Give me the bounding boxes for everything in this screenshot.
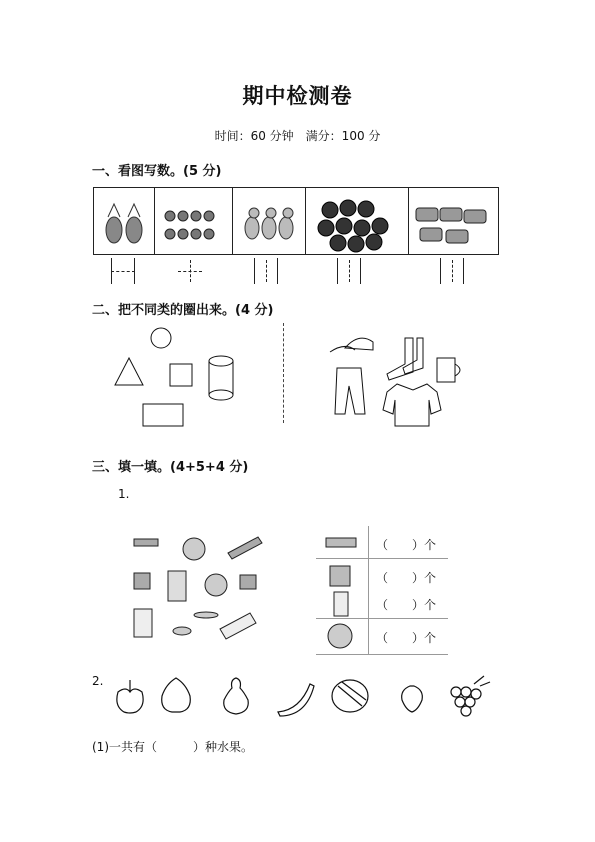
counter-frame <box>254 258 278 284</box>
solids-group <box>128 533 268 643</box>
counter-frame <box>111 258 135 284</box>
apple-icon <box>117 680 143 713</box>
picture-row <box>94 188 498 254</box>
socks-icon <box>387 338 423 380</box>
shapes-group <box>105 318 275 434</box>
counter-frame <box>337 258 361 284</box>
exam-meta: 时间：60 分钟 满分：100 分 <box>214 129 381 143</box>
pants-icon <box>335 368 365 414</box>
counter-frame <box>440 258 464 284</box>
count-blank[interactable]: （ ）个 <box>376 538 437 552</box>
pear-icon <box>224 678 249 714</box>
section3-heading: 三、填一填。(4+5+4 分) <box>92 460 249 475</box>
cylinder-icon <box>209 356 233 400</box>
divider <box>283 323 284 423</box>
dark-fruit-icon <box>318 200 388 252</box>
mug-icon <box>437 358 460 382</box>
section2-heading: 二、把不同类的圈出来。(4 分) <box>92 303 274 318</box>
cap-icon <box>330 338 373 352</box>
picture-box <box>93 187 499 255</box>
cow-icon <box>416 208 486 243</box>
duck-icon <box>245 208 293 239</box>
banana-icon <box>278 684 314 716</box>
q2-sub1: (1)一共有（ ）种水果。 <box>92 740 253 754</box>
fruit-row <box>110 670 500 718</box>
q2-label: 2. <box>92 674 104 688</box>
grape-icon <box>451 676 490 716</box>
q1-label: 1. <box>118 487 130 501</box>
section1-heading: 一、看图写数。(5 分) <box>92 164 222 179</box>
clothes-group <box>325 330 475 430</box>
page-title: 期中检测卷 <box>242 84 353 108</box>
flower-icon <box>165 211 214 239</box>
shirt-icon <box>383 384 441 426</box>
pineapple-icon <box>106 204 142 243</box>
peach-icon <box>162 678 191 712</box>
table-icons <box>316 526 368 654</box>
watermelon-icon <box>332 680 368 712</box>
counter-frame <box>178 258 202 284</box>
count-blank[interactable]: （ ）个 <box>376 598 437 612</box>
count-table <box>316 526 448 654</box>
count-blank[interactable]: （ ）个 <box>376 631 437 645</box>
count-blank[interactable]: （ ）个 <box>376 571 437 585</box>
strawberry-icon <box>402 686 423 712</box>
